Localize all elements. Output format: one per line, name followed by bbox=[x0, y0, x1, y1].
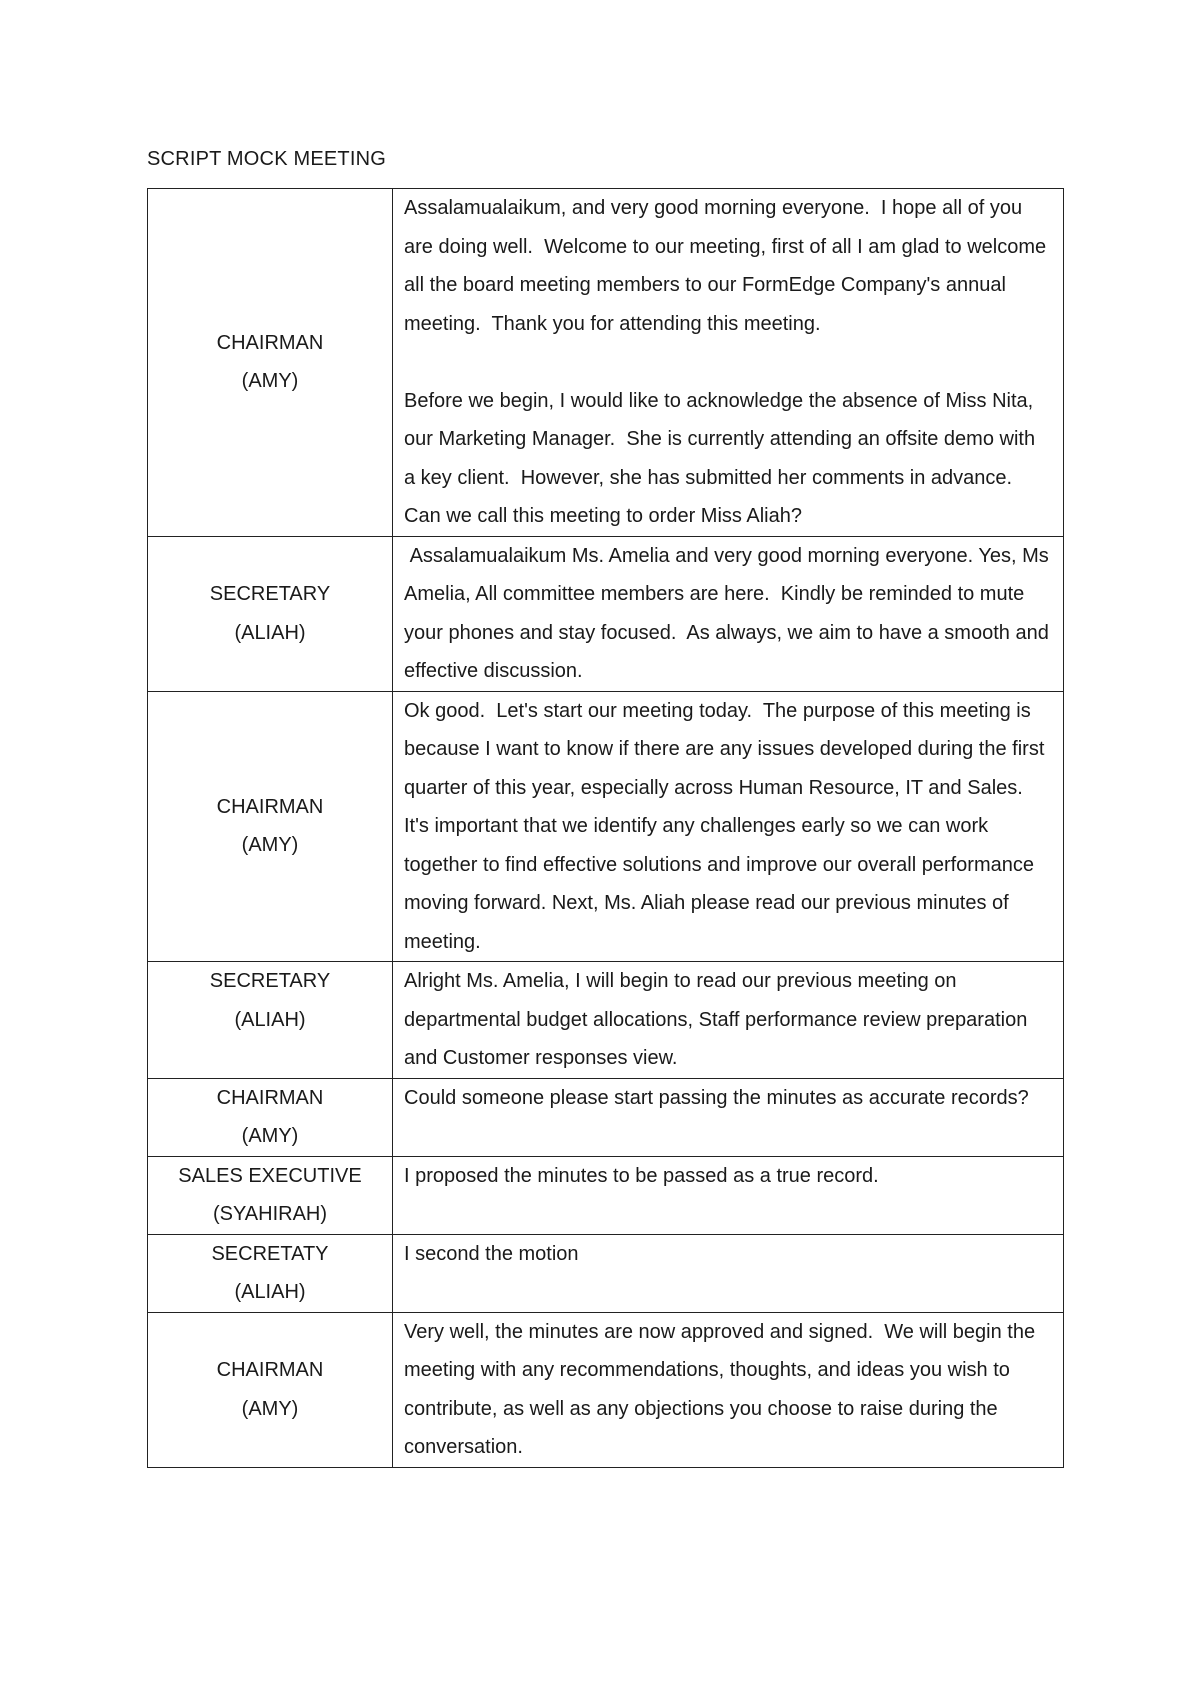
speaker-role: SALES EXECUTIVE bbox=[178, 1164, 362, 1187]
speaker-role: CHAIRMAN bbox=[216, 795, 324, 818]
page-title: SCRIPT MOCK MEETING bbox=[147, 148, 387, 170]
speaker-cell bbox=[148, 1312, 393, 1467]
speaker-name: (SYAHIRAH) bbox=[212, 1203, 328, 1225]
paragraph-gap bbox=[404, 343, 1051, 382]
speech-cell bbox=[393, 691, 1064, 962]
speaker-cell bbox=[148, 189, 393, 537]
speaker-name: (ALIAH) bbox=[234, 1281, 306, 1303]
speaker-cell bbox=[148, 1234, 393, 1312]
speaker-name: (AMY) bbox=[241, 370, 299, 393]
table-row bbox=[148, 1156, 1064, 1234]
speech-paragraph: Assalamualaikum Ms. Amelia and very good morning everyone. Yes, Ms Amelia, All committee members are here. Kindly be reminded to mute your phones and stay focused. As always, we aim to have a smooth and effective discussion. bbox=[404, 544, 1055, 682]
speech-paragraph: Alright Ms. Amelia, I will begin to read our previous meeting on departmental budget allocations, Staff performance review preparation and Customer responses view. bbox=[404, 970, 1033, 1069]
speech-paragraph: Ok good. Let's start our meeting today. The purpose of this meeting is because I want to know if there are any issues developed during the first quarter of this year, especially across Human Resource, IT and Sales. It's important that we identify any challenges early so we can work together to find effective solutions and improve our overall performance moving forward. Next, Ms. Aliah please read our previous minutes of meeting. bbox=[404, 699, 1050, 953]
speaker-name: (ALIAH) bbox=[234, 621, 306, 644]
speech-paragraph: Assalamualaikum, and very good morning everyone. I hope all of you are doing well. Welcome to our meeting, first of all I am glad to welcome all the board meeting members to our FormEdge Company's annual meeting. Thank you for attending this meeting. bbox=[404, 197, 1052, 335]
table-row bbox=[148, 1234, 1064, 1312]
speaker-name: (ALIAH) bbox=[234, 1008, 306, 1031]
speech-paragraph: Very well, the minutes are now approved and signed. We will begin the meeting with any recommendations, thoughts, and ideas you wish to contribute, as well as any objections you choose to raise during the conversation. bbox=[404, 1320, 1041, 1458]
script-table bbox=[147, 188, 1064, 1468]
speaker-cell bbox=[148, 1156, 393, 1234]
speech-paragraph: I proposed the minutes to be passed as a true record. bbox=[404, 1164, 879, 1187]
speaker-name: (AMY) bbox=[241, 1125, 299, 1147]
speech-cell bbox=[393, 1156, 1064, 1234]
speaker-cell bbox=[148, 962, 393, 1079]
speech-cell bbox=[393, 1234, 1064, 1312]
speaker-role: CHAIRMAN bbox=[216, 1359, 324, 1381]
table-row bbox=[148, 536, 1064, 691]
table-row bbox=[148, 962, 1064, 1079]
table-row bbox=[148, 691, 1064, 962]
speech-cell bbox=[393, 536, 1064, 691]
speaker-cell bbox=[148, 691, 393, 962]
speaker-role: SECRETATY bbox=[211, 1242, 329, 1265]
speaker-cell bbox=[148, 1078, 393, 1156]
table-row bbox=[148, 1078, 1064, 1156]
table-row bbox=[148, 1312, 1064, 1467]
speaker-role: CHAIRMAN bbox=[216, 331, 324, 354]
speaker-name: (AMY) bbox=[241, 834, 299, 857]
speech-cell bbox=[393, 189, 1064, 537]
speech-paragraph: Could someone please start passing the minutes as accurate records? bbox=[404, 1086, 1029, 1109]
speaker-role: SECRETARY bbox=[209, 583, 331, 605]
speaker-role: CHAIRMAN bbox=[216, 1086, 324, 1109]
speech-cell bbox=[393, 962, 1064, 1079]
speaker-role: SECRETARY bbox=[209, 970, 331, 992]
script-table-body bbox=[148, 189, 1064, 1468]
speaker-cell bbox=[148, 536, 393, 691]
speech-paragraph: Before we begin, I would like to acknowledge the absence of Miss Nita, our Marketing Manager. She is currently attending an offsite demo with a key client. However, she has submitted her comments in advance. Can we call this meeting to order Miss Aliah? bbox=[404, 389, 1041, 527]
table-row bbox=[148, 189, 1064, 537]
speaker-name: (AMY) bbox=[241, 1397, 299, 1420]
speech-cell bbox=[393, 1078, 1064, 1156]
speech-paragraph: I second the motion bbox=[404, 1242, 579, 1265]
speech-cell bbox=[393, 1312, 1064, 1467]
